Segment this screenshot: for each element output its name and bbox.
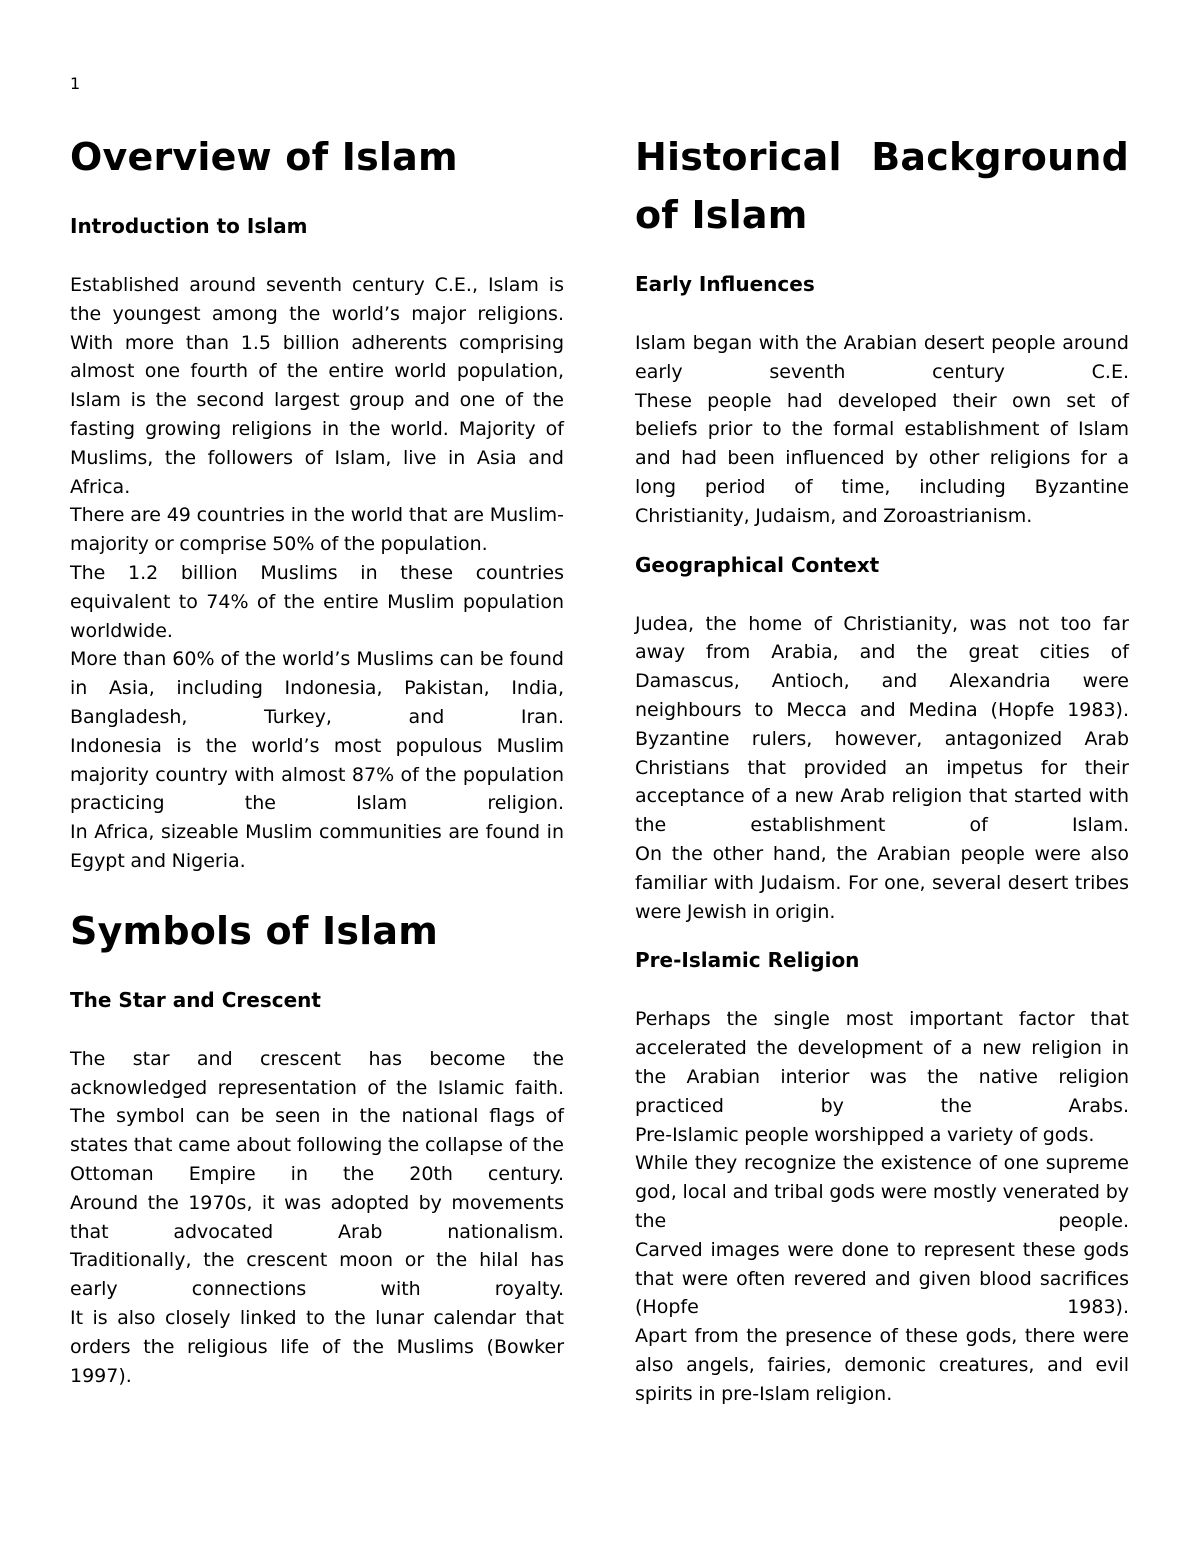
symbols-paragraph: Around the 1970s, it was adopted by movements that advocated Arab nationalism. xyxy=(70,1191,564,1243)
overview-section xyxy=(70,128,564,876)
overview-paragraph: Established around seventh century C.E., Islam is the youngest among the world’s major religions. With more than 1.5 billion adherents comprising almost one fourth of the entire world population, Islam is the second largest group and one of the fasting growing religions in the world. Majority of Muslims, the followers of Islam, live in Asia and Africa. xyxy=(70,274,564,498)
geographical-context-subtitle: Geographical Context xyxy=(635,552,880,577)
symbols-title: Symbols of Islam xyxy=(70,908,439,953)
symbols-paragraph: Traditionally, the crescent moon or the hilal has early connections with royalty. xyxy=(70,1249,564,1301)
overview-paragraph: The 1.2 billion Muslims in these countries equivalent to 74% of the entire Muslim population worldwide. xyxy=(70,561,564,642)
pre-islamic-religion-subtitle: Pre-Islamic Religion xyxy=(635,948,860,973)
overview-paragraph: In Africa, sizeable Muslim communities are found in Egypt and Nigeria. xyxy=(70,821,564,872)
overview-paragraph: More than 60% of the world’s Muslims can be found in Asia, including Indonesia, Pakistan, India, Bangladesh, Turkey, and Iran. xyxy=(70,648,564,728)
geographical-context-paragraph: Judea, the home of Christianity, was not too far away from Arabia, and the great cities of Damascus, Antioch, and Alexandria were neighbours to Mecca and Medina (Hopfe 1983). xyxy=(635,612,1129,721)
pre-islamic-religion-paragraph: Pre-Islamic people worshipped a variety of gods. xyxy=(635,1123,1095,1146)
geographical-context-paragraph: On the other hand, the Arabian people were also familiar with Judaism. For one, several desert tribes were Jewish in origin. xyxy=(635,842,1129,923)
overview-title: Overview of Islam xyxy=(70,135,458,179)
early-influences-paragraph: These people had developed their own set of beliefs prior to the formal establishment of Islam and had been influenced by other religions for a long period of time, including Byzantine Christianity, Judaism, and Zoroastrianism. xyxy=(635,389,1129,527)
pre-islamic-religion-section xyxy=(635,946,1129,1408)
pre-islamic-religion-paragraph: Carved images were done to represent these gods that were often revered and given blood sacrifices (Hopfe 1983). xyxy=(635,1238,1129,1319)
overview-paragraph: There are 49 countries in the world that are Muslim-majority or comprise 50% of the population. xyxy=(70,504,564,556)
geographical-context-paragraph: Byzantine rulers, however, antagonized Arab Christians that provided an impetus for their acceptance of a new Arab religion that started with the establishment of Islam. xyxy=(635,727,1129,837)
pre-islamic-religion-paragraph: Apart from the presence of these gods, there were also angels, fairies, demonic creatures, and evil spirits in pre-Islam religion. xyxy=(635,1325,1129,1405)
early-influences-section xyxy=(635,270,1129,531)
early-influences-subtitle: Early Influences xyxy=(635,272,815,296)
pre-islamic-religion-paragraph: Perhaps the single most important factor that accelerated the development of a new religion in the Arabian interior was the native religion practiced by the Arabs. xyxy=(635,1008,1129,1117)
overview-paragraph: Indonesia is the world’s most populous Muslim majority country with almost 87% of the population practicing the Islam religion. xyxy=(70,734,564,815)
symbols-section xyxy=(70,902,564,1391)
symbols-paragraph: The symbol can be seen in the national flags of states that came about following the collapse of the Ottoman Empire in the 20th century. xyxy=(70,1105,564,1185)
history-title: Historical Background of Islam xyxy=(635,135,1129,237)
symbols-subtitle: The Star and Crescent xyxy=(70,987,321,1012)
geographical-context-section xyxy=(635,551,1129,927)
symbols-paragraph: It is also closely linked to the lunar calendar that orders the religious life of the Muslims (Bowker 1997). xyxy=(70,1306,564,1387)
early-influences-paragraph: Islam began with the Arabian desert people around early seventh century C.E. xyxy=(635,332,1129,383)
right-column xyxy=(635,128,1129,1409)
pre-islamic-religion-paragraph: While they recognize the existence of one supreme god, local and tribal gods were mostly venerated by the people. xyxy=(635,1152,1129,1232)
symbols-paragraph: The star and crescent has become the acknowledged representation of the Islamic faith. xyxy=(70,1047,564,1099)
page-number: 1 xyxy=(70,74,81,93)
left-column xyxy=(70,128,564,1390)
overview-subtitle: Introduction to Islam xyxy=(70,214,308,238)
